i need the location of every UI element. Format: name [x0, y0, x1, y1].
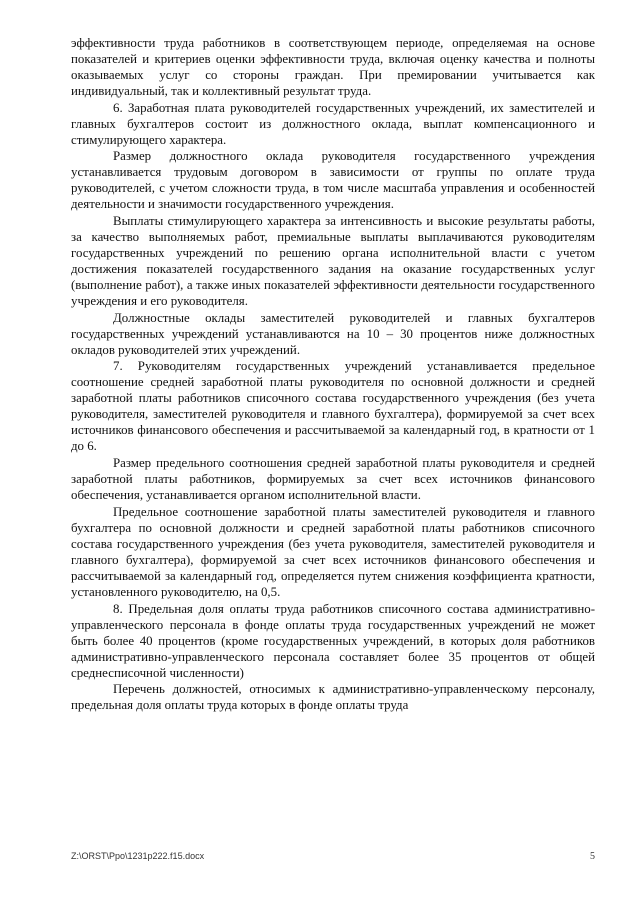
paragraph: 7. Руководителям государственных учреждений устанавливается предельное соотношение средней заработной платы руководителя по основной должности и средней заработной платы работников списочного состава государственного учреждения (без учета руководителя, заместителей руководителя и главного бухгалтера), формируемой за счет всех источников финансового обеспечения и рассчитываемой за календарный год, в кратности от 1 до 6.: [71, 359, 595, 454]
paragraph: Должностные оклады заместителей руководителей и главных бухгалтеров государственных учреждений устанавливаются на 10 – 30 процентов ниже должностных окладов руководителей этих учреждений.: [71, 310, 595, 357]
paragraph: Предельное соотношение заработной платы заместителей руководителя и главного бухгалтера по основной должности и средней заработной платы работников списочного состава государственного учреждения (без учета руководителя, заместителей руководителя и главного бухгалтера), формируемой за счет всех источников финансового обеспечения и рассчитываемой за календарный год, определяется путем снижения коэффициента кратности, установленного руководителю, на 0,5.: [71, 504, 595, 599]
paragraph: 8. Предельная доля оплаты труда работников списочного состава административно-управленческого персонала в фонде оплаты труда государственных учреждений не может быть более 40 процентов (кроме государственных учреждений, в которых доля работников административно-управленческого персонала составляет более 35 процентов от общей среднесписочной численности): [71, 601, 595, 680]
paragraph: Перечень должностей, относимых к административно-управленческому персоналу, предельная доля оплаты труда которых в фонде оплаты труда: [71, 682, 595, 713]
paragraph: Размер предельного соотношения средней заработной платы руководителя и средней заработной платы работников, формируемых за счет всех источников финансового обеспечения, устанавливается органом исполнительной власти.: [71, 456, 595, 503]
file-path: Z:\ORST\Ppo\1231p222.f15.docx: [71, 851, 205, 861]
paragraph: эффективности труда работников в соответствующем периоде, определяемая на основе показателей и критериев оценки эффективности труда, включая оценку качества и полноты оказываемых услуг со стороны граждан. При премировании учитывается как индивидуальный, так и коллективный результат труда.: [71, 36, 595, 98]
paragraph: Размер должностного оклада руководителя государственного учреждения устанавливается трудовым договором в зависимости от группы по оплате труда руководителей, с учетом сложности труда, в том числе масштаба управления и особенностей деятельности и значимости государственного учреждения.: [71, 149, 595, 212]
paragraph: Выплаты стимулирующего характера за интенсивность и высокие результаты работы, за качество выполняемых работ, премиальные выплаты выплачиваются руководителям государственных учреждений по решению органа исполнительной власти с учетом достижения показателей государственного задания на оказание государственных услуг (выполнение работ), а также иных показателей эффективности деятельности государственного учреждения и его руководителя.: [71, 214, 595, 309]
page-number: 5: [590, 851, 595, 862]
paragraph: 6. Заработная плата руководителей государственных учреждений, их заместителей и главных бухгалтеров состоит из должностного оклада, выплат компенсационного и стимулирующего характера.: [71, 100, 595, 147]
document-body: [71, 35, 595, 714]
